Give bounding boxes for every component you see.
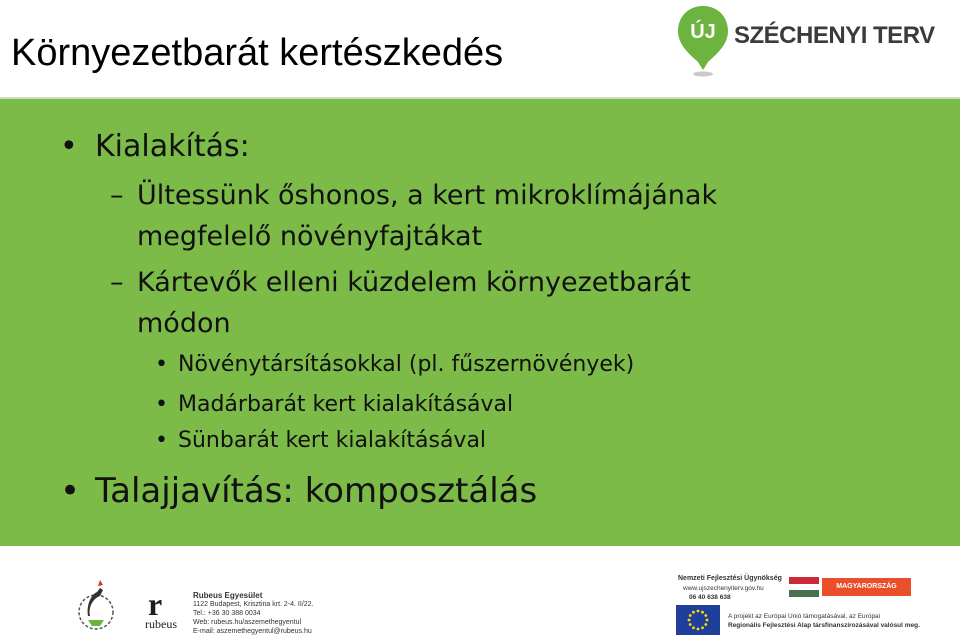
sub-sub-bullet-text: Sünbarát kert kialakításával — [178, 428, 487, 453]
sub-bullet-text-cont: megfelelő növényfajtákat — [137, 221, 483, 252]
content-panel — [0, 99, 960, 546]
sub-sub-bullet-text: Madárbarát kert kialakításával — [178, 392, 514, 417]
eu-text-line-2: Regionális Fejlesztési Alap társfinanszírozásával valósul meg. — [728, 622, 920, 629]
magyarorszag-megujul-badge: MAGYARORSZÁG MEGÚJUL — [822, 578, 911, 596]
org-email[interactable]: E-mail: aszemethegyentul@rubeus.hu — [193, 628, 312, 635]
eu-text-line-1: A projekt az Európai Unió támogatásával, az Európai — [728, 613, 881, 620]
szechenyi-terv-logo — [676, 4, 935, 84]
agency-web[interactable]: www.ujszechenyiterv.gov.hu — [683, 585, 764, 592]
bullet-marker: • — [155, 352, 168, 377]
hungarian-flag-icon — [789, 577, 819, 597]
page-title: Környezetbarát kertészkedés — [11, 32, 504, 74]
rooster-logo-icon — [76, 576, 116, 636]
agency-phone: 06 40 638 638 — [689, 594, 731, 601]
eu-flag-icon — [676, 605, 720, 635]
bullet-text: Talajjavítás: komposztálás — [95, 471, 538, 511]
org-address: 1122 Budapest, Krisztina krt. 2-4. II/22. — [193, 601, 314, 608]
dash-marker: – — [110, 267, 124, 298]
rubeus-logo-text: rubeus — [145, 617, 177, 631]
bullet-marker: • — [155, 392, 168, 417]
sub-bullet-text: Kártevők elleni küzdelem környezetbarát — [137, 267, 691, 298]
sub-bullet-text-cont: módon — [137, 308, 231, 339]
sub-sub-bullet-text: Növénytársításokkal (pl. fűszernövények) — [178, 352, 635, 377]
org-name: Rubeus Egyesület — [193, 591, 263, 600]
rubeus-logo-mark: r — [148, 586, 163, 622]
bullet-marker: • — [155, 428, 168, 453]
brand-name: SZÉCHENYI TERV — [734, 22, 935, 49]
location-pin-icon — [676, 4, 730, 78]
sub-bullet-text: Ültessünk őshonos, a kert mikroklímájának — [137, 180, 718, 211]
org-phone: Tel.: +36 30 388 0034 — [193, 610, 261, 617]
agency-name: Nemzeti Fejlesztési Ügynökség — [678, 575, 782, 582]
eu-stars-icon — [676, 605, 720, 635]
brand-mark: ÚJ — [690, 21, 716, 43]
bullet-marker: • — [60, 129, 78, 164]
bullet-text: Kialakítás: — [95, 129, 250, 164]
org-web[interactable]: Web: rubeus.hu/aszemethegyentul — [193, 619, 302, 626]
dash-marker: – — [110, 180, 124, 211]
bullet-marker: • — [60, 471, 81, 511]
